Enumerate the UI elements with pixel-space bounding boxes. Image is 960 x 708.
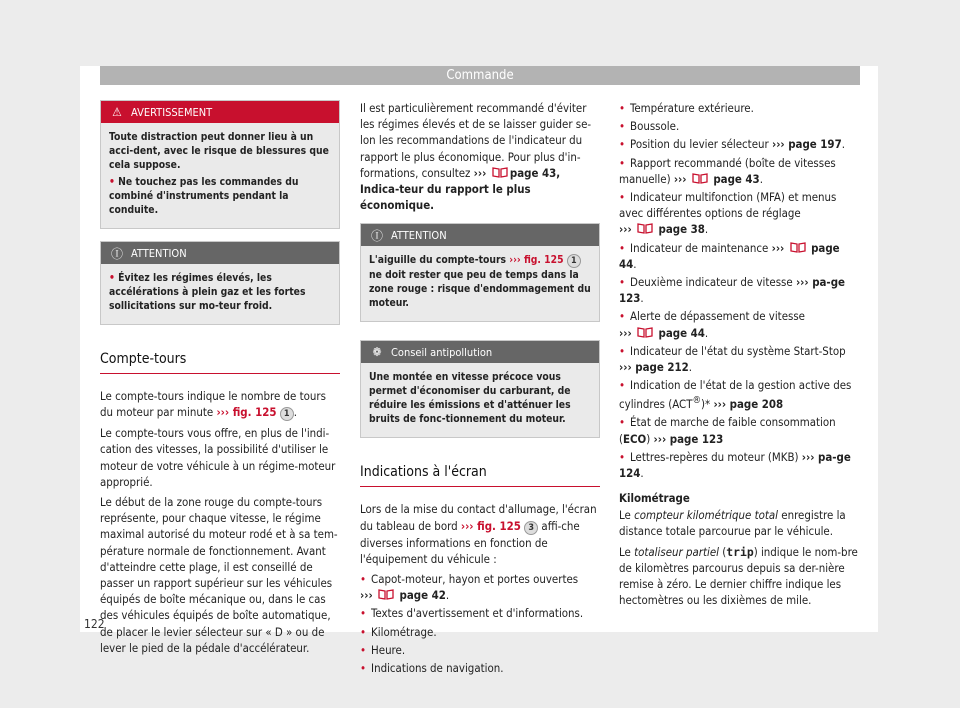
paragraph: Lors de la mise du contact d'allumage, l'écran du tableau de bord ››› fig. 125 3 affi-che diverses informations en fonction de l'équipement du véhicule : (360, 502, 597, 566)
display-indications-list-continued (619, 100, 859, 481)
page-link[interactable]: pa-ge 123 (619, 275, 845, 306)
figure-link[interactable]: fig. 125 (477, 518, 521, 533)
callout-number: 3 (524, 521, 538, 535)
list-item: • Indications de navigation. (360, 661, 504, 676)
eco-tip-title: Conseil antipollution (391, 345, 493, 359)
paragraph: Le compte-tours indique le nombre de tours du moteur par minute ››› fig. 125 1 . (100, 389, 326, 420)
warning-body (101, 123, 339, 228)
trip-code: trip (726, 544, 754, 559)
page-link[interactable]: page 123 (669, 431, 724, 446)
display-indications-list (360, 571, 600, 676)
page-link[interactable]: page 44 (658, 325, 705, 340)
page-link[interactable]: page 38 (658, 222, 705, 237)
warning-header (101, 101, 339, 123)
paragraph: Le compteur kilométrique total enregistre la distance totale parcourue par le véhicule. (619, 508, 846, 539)
attention-bullet: • Évitez les régimes élevés, les accélérations à plein gaz et les fortes sollicitations sur mo-teur froid. (109, 272, 306, 312)
list-item: • Indication de l'état de la gestion active des cylindres (ACT®)* ››› page 208 (619, 378, 852, 412)
page-link[interactable]: pa-ge 124 (619, 449, 851, 481)
warning-triangle-icon: ⚠ (112, 105, 122, 119)
list-item: • Capot-moteur, hayon et portes ouvertes ››› page 42. (360, 572, 579, 603)
list-item: • Indicateur de maintenance ››› page 44. (619, 240, 840, 271)
warning-text: Toute distraction peut donner lieu à un acci-dent, avec le risque de blessures que cela suppose. (109, 131, 329, 171)
paragraph: Il est particulièrement recommandé d'éviter les régimes élevés et de se laisser guider se-lon les recommandations de l'indicateur du rapport le plus économique. Pour plus d'in-formations, consultez ››› page 43, Indica-teur du rapport le plus économique. (360, 101, 592, 213)
warning-bullet: • Ne touchez pas les commandes du combiné d'instruments pendant la conduite. (109, 176, 299, 216)
leaf-icon: ❁ (372, 345, 382, 360)
list-item: • Textes d'avertissement et d'informations. (360, 606, 584, 621)
attention-title: ATTENTION (391, 228, 447, 242)
section-title-compte-tours: Compte-tours (100, 351, 340, 374)
exclamation-circle-icon: Ⓘ (110, 246, 123, 261)
page-link[interactable]: page 197 (788, 137, 842, 152)
book-icon (378, 589, 394, 600)
list-item: • Température extérieure. (619, 101, 754, 115)
callout-number: 1 (567, 254, 581, 268)
column-middle (360, 100, 600, 680)
book-icon (637, 327, 653, 338)
book-icon (637, 223, 653, 234)
page-link[interactable]: page 43 (713, 171, 760, 186)
list-item: • Rapport recommandé (boîte de vitesses manuelle) ››› page 43. (619, 155, 836, 186)
list-item: • Position du levier sélecteur ››› page 197. (619, 137, 845, 152)
figure-link[interactable]: fig. 125 (232, 405, 277, 420)
page-link[interactable]: page 42 (399, 588, 446, 603)
paragraph: Le compte-tours vous offre, en plus de l'indi-cation des vitesses, la possibilité d'utiliser le moteur de votre véhicule à un régime-moteur approprié. (100, 426, 336, 489)
attention-header (101, 242, 339, 264)
figure-link[interactable]: fig. 125 (523, 254, 564, 267)
eco-tip-text: Une montée en vitesse précoce vous permet d'économiser du carburant, de réduire les émissions et d'atténuer les bruits de fonc-tionnement du moteur. (369, 371, 571, 426)
page-header: Commande (100, 66, 860, 85)
list-item: • Indicateur de l'état du système Start-Stop ››› page 212. (619, 343, 846, 375)
callout-number: 1 (280, 407, 294, 421)
page-link[interactable]: page 212 (635, 360, 689, 375)
column-right (619, 100, 859, 612)
eco-tip-box (360, 340, 600, 438)
attention-box (100, 241, 340, 325)
list-item: • Indicateur multifonction (MFA) et menus avec différentes options de réglage ››› page 38. (619, 190, 837, 237)
list-item: • Lettres-repères du moteur (MKB) ››› pa-ge 124. (619, 449, 851, 481)
list-item: • Boussole. (619, 119, 680, 134)
paragraph: Le début de la zone rouge du compte-tours représente, pour chaque vitesse, le régime maximal autorisé du moteur rodé et à sa tem-pérature normale de fonctionnement. Avant d'atteindre cette plage, il est conseillé de passer un rapport supérieur sur les véhicules équipés de boîte mécanique ou, dans le cas des véhicules équipés de boîte automatique, de placer le levier sélecteur sur « D » ou de lever le pied de la pédale d'accélérateur. (100, 495, 338, 655)
book-icon (492, 167, 508, 178)
eco-tip-header (361, 341, 599, 363)
page-number: 122 (84, 617, 105, 631)
column-left (100, 100, 340, 660)
page-link[interactable]: page 44 (619, 240, 840, 271)
attention-title: ATTENTION (131, 246, 187, 260)
list-item: • Deuxième indicateur de vitesse ››› pa-ge 123. (619, 275, 845, 306)
attention-body (361, 246, 599, 321)
section-title-indications: Indications à l'écran (360, 464, 600, 487)
list-item: • Heure. (360, 642, 406, 657)
list-item: • État de marche de faible consommation (ECO) ››› page 123 (619, 415, 836, 446)
warning-title: AVERTISSEMENT (131, 105, 213, 119)
page-link[interactable]: page 43, Indica-teur du rapport le plus économique. (360, 165, 561, 213)
book-icon (692, 173, 708, 184)
eco-tip-body (361, 363, 599, 437)
book-icon (790, 242, 806, 253)
attention-box (360, 223, 600, 322)
warning-box (100, 100, 340, 229)
attention-header (361, 224, 599, 246)
list-item: • Kilométrage. (360, 624, 437, 639)
subheading-kilometrage: Kilométrage (619, 491, 690, 506)
list-item: • Alerte de dépassement de vitesse ››› page 44. (619, 309, 805, 340)
page-link[interactable]: page 208 (729, 397, 784, 412)
attention-body (101, 264, 339, 324)
exclamation-circle-icon: Ⓘ (370, 228, 383, 243)
eco-icon: ECO (623, 431, 647, 446)
paragraph: Le totaliseur partiel (trip) indique le nom-bre de kilomètres parcourus depuis sa der-nière remise à zéro. Le dernier chiffre indique les hectomètres ou les dixièmes de mile. (619, 544, 858, 608)
attention-text: L'aiguille du compte-tours ››› fig. 125 1 ne doit rester que peu de temps dans la zone rouge : risque d'endommagement du moteur. (369, 254, 591, 310)
